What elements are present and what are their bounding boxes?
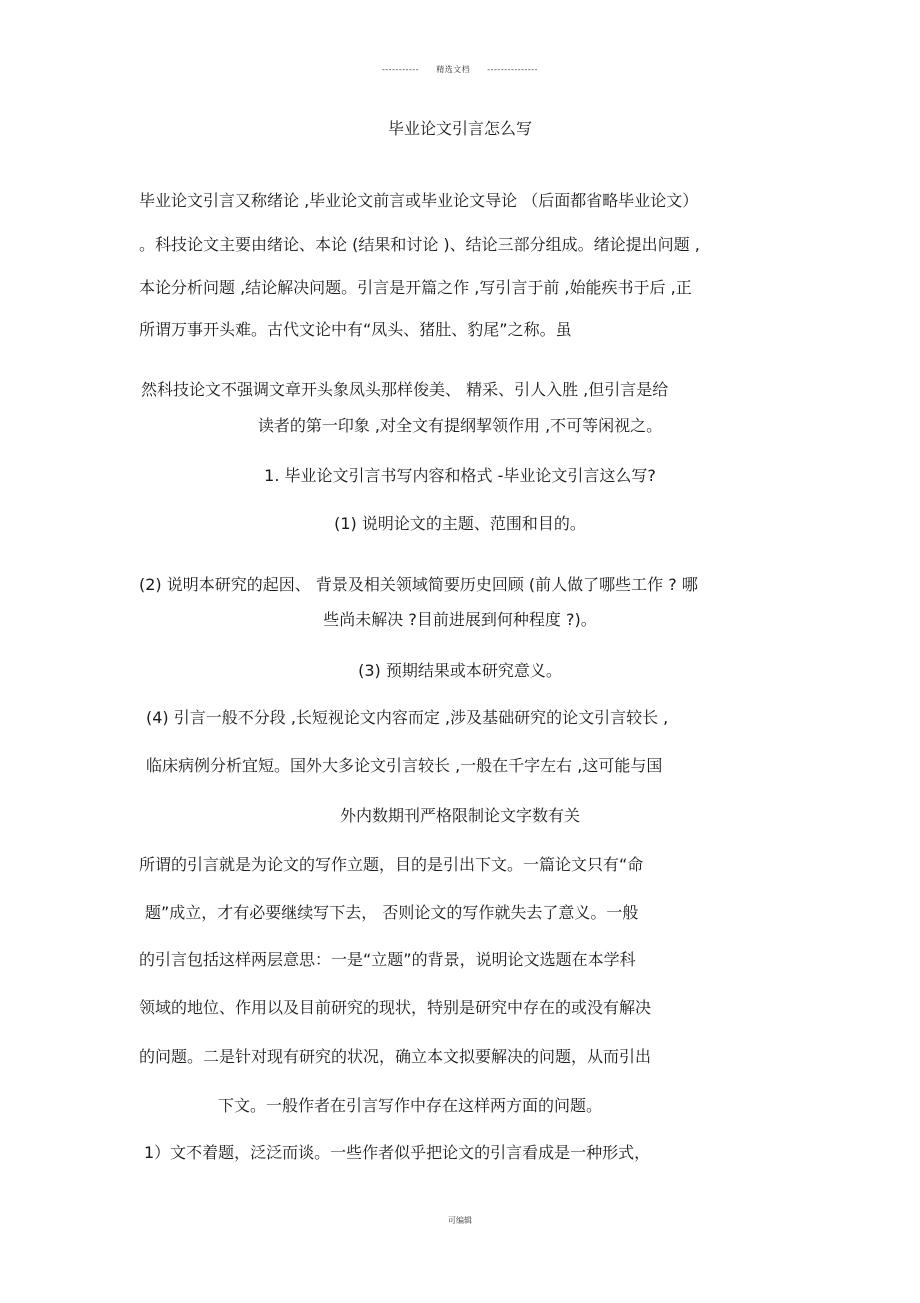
paragraph-3-line-5: 的问题。二是针对现有研究的状况，确立本文拟要解决的问题，从而引出 bbox=[139, 1047, 652, 1066]
paragraph-2-line-2: 读者的第一印象 ,对全文有提纲挈领作用 ,不可等闲视之。 bbox=[257, 416, 663, 435]
paragraph-3-line-1: 所谓的引言就是为论文的写作立题，目的是引出下文。一篇论文只有“命 bbox=[139, 855, 644, 874]
paragraph-4-line-1: 1）文不着题，泛泛而谈。一些作者似乎把论文的引言看成是一种形式， bbox=[144, 1143, 651, 1162]
item-1: (1) 说明论文的主题、范围和目的。 bbox=[334, 514, 586, 533]
header-label: 精选文档 bbox=[436, 65, 471, 74]
item-4-line-3: 外内数期刊严格限制论文字数有关 bbox=[339, 806, 580, 825]
paragraph-3-line-6: 下文。一般作者在引言写作中存在这样两方面的问题。 bbox=[218, 1096, 603, 1115]
paragraph-1-line-1: 毕业论文引言又称绪论 ,毕业论文前言或毕业论文导论 （后面都省略毕业论文） bbox=[139, 191, 699, 210]
paragraph-3-line-2: 题”成立，才有必要继续写下去， 否则论文的写作就失去了意义。一般 bbox=[145, 903, 639, 922]
header-right-rule: --------------- bbox=[487, 65, 539, 74]
paragraph-3-line-4: 领域的地位、作用以及目前研究的现状，特别是研究中存在的或没有解决 bbox=[139, 998, 652, 1017]
header-left-rule: ----------- bbox=[381, 65, 420, 74]
section-heading: 1. 毕业论文引言书写内容和格式 -毕业论文引言这么写? bbox=[264, 466, 656, 485]
paragraph-1-line-2: 。科技论文主要由绪论、本论 (结果和讨论 )、结论三部分组成。绪论提出问题 , bbox=[139, 235, 700, 254]
page-header bbox=[0, 64, 920, 75]
item-3: (3) 预期结果或本研究意义。 bbox=[358, 661, 562, 680]
item-4-line-2: 临床病例分析宜短。国外大多论文引言较长 ,一般在千字左右 ,这可能与国 bbox=[146, 756, 663, 775]
document-title: 毕业论文引言怎么写 bbox=[387, 119, 532, 138]
paragraph-3-line-3: 的引言包括这样两层意思：一是“立题”的背景，说明论文选题在本学科 bbox=[139, 950, 636, 969]
paragraph-1-line-3: 本论分析问题 ,结论解决问题。引言是开篇之作 ,写引言于前 ,始能疾书于后 ,正 bbox=[139, 278, 692, 297]
paragraph-2-line-1: 然科技论文不强调文章开头象凤头那样俊美、 精采、引人入胜 ,但引言是给 bbox=[141, 380, 669, 399]
paragraph-1-line-4: 所谓万事开头难。古代文论中有“凤头、猪肚、豹尾”之称。虽 bbox=[139, 320, 572, 339]
item-2-line-1: (2) 说明本研究的起因、 背景及相关领域简要历史回顾 (前人做了哪些工作 ? 哪 bbox=[139, 575, 698, 594]
page-footer: 可编辑 bbox=[448, 1216, 472, 1225]
item-4-line-1: (4) 引言一般不分段 ,长短视论文内容而定 ,涉及基础研究的论文引言较长 , bbox=[146, 708, 669, 727]
item-2-line-2: 些尚未解决 ?目前进展到何种程度 ?)。 bbox=[323, 610, 597, 629]
